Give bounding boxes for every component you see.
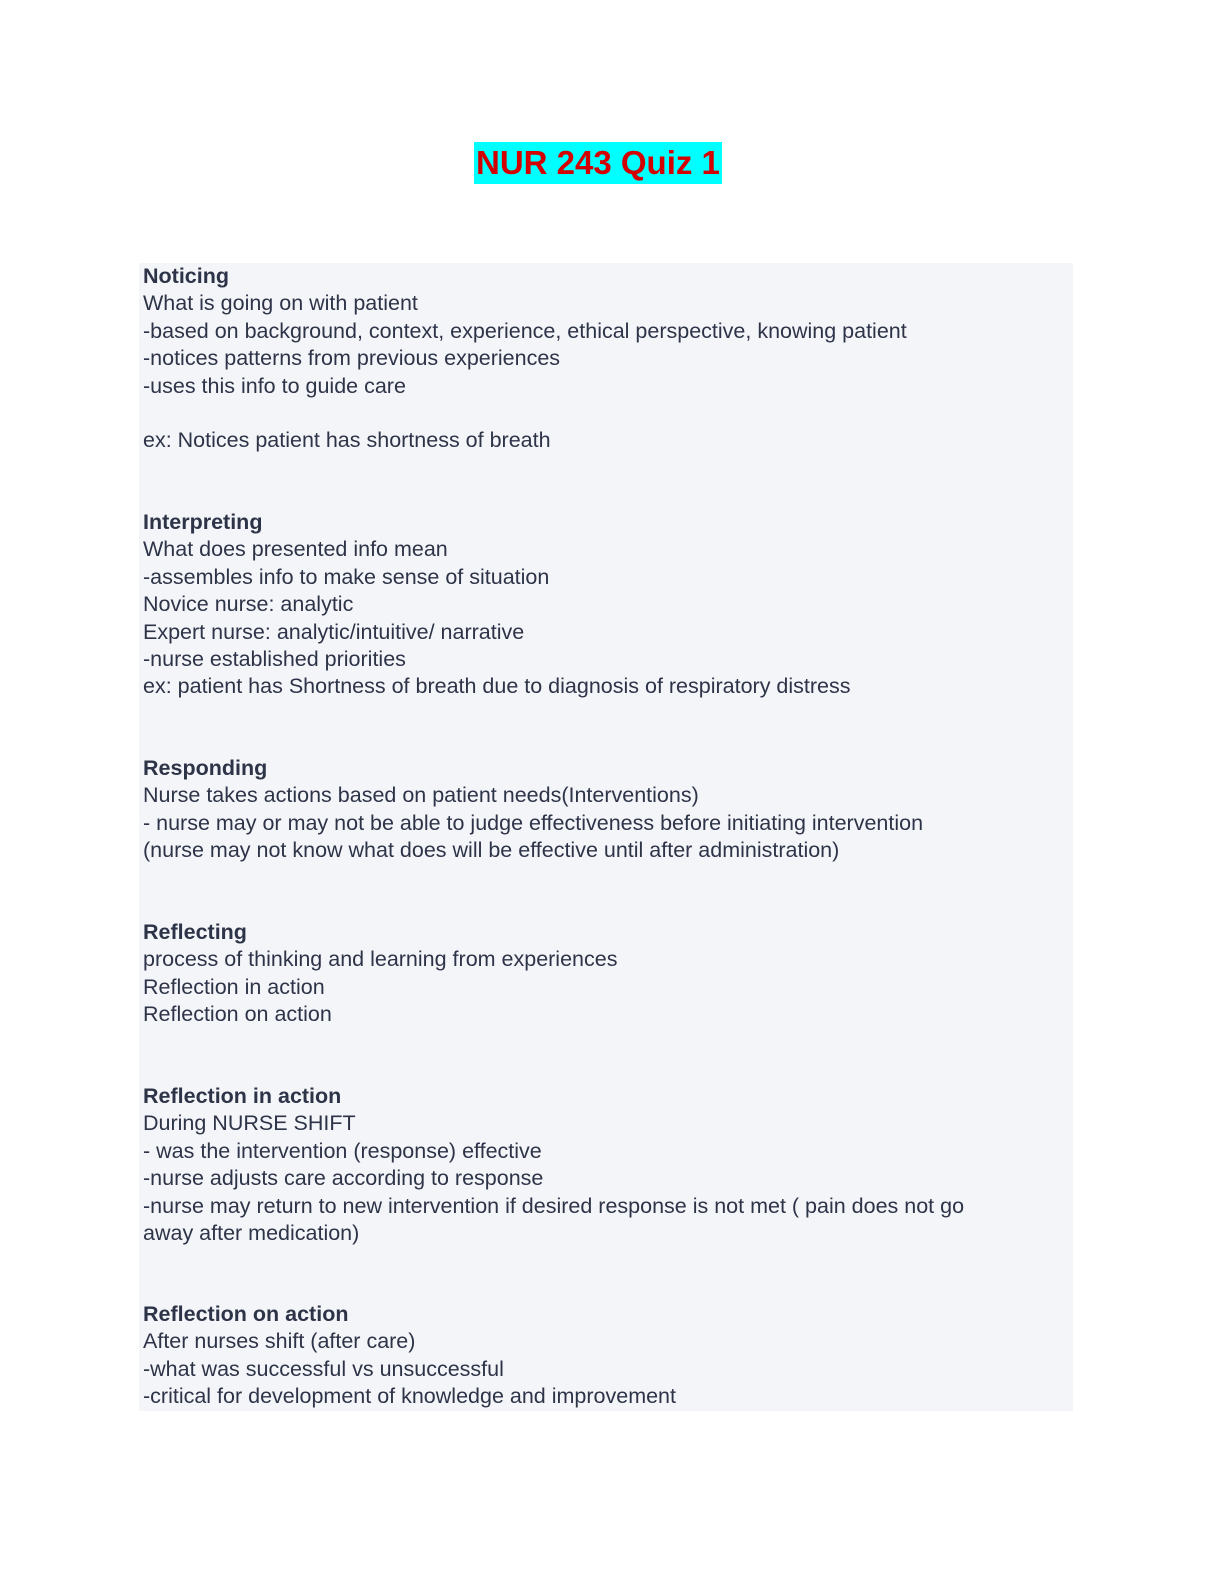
section-line: Novice nurse: analytic xyxy=(143,592,354,617)
section-line: -nurse established priorities xyxy=(143,647,406,672)
page-title: NUR 243 Quiz 1 xyxy=(474,142,722,184)
section-line: After nurses shift (after care) xyxy=(143,1329,416,1354)
section-line: -nurse adjusts care according to response xyxy=(143,1166,544,1191)
section-line: Expert nurse: analytic/intuitive/ narrative xyxy=(143,619,525,644)
section-reflecting xyxy=(143,919,1068,1029)
section-line: During NURSE SHIFT xyxy=(143,1111,356,1136)
section-reflection-on-action xyxy=(143,1301,1068,1411)
section-line: -based on background, context, experience, ethical perspective, knowing patient xyxy=(143,318,907,343)
section-line: What does presented info mean xyxy=(143,537,448,562)
section-line: - was the intervention (response) effective xyxy=(143,1138,542,1163)
section-line: process of thinking and learning from experiences xyxy=(143,947,618,972)
section-line: Reflection in action xyxy=(143,974,325,999)
section-responding xyxy=(143,755,1068,865)
section-line: -notices patterns from previous experiences xyxy=(143,346,561,371)
section-line: -what was successful vs unsuccessful xyxy=(143,1356,504,1381)
section-line: - nurse may or may not be able to judge effectiveness before initiating intervention xyxy=(143,810,924,835)
section-line: Reflection on action xyxy=(143,1002,332,1027)
section-line: -nurse may return to new intervention if desired response is not met ( pain does not go xyxy=(143,1193,965,1218)
section-reflection-in-action xyxy=(143,1083,1068,1247)
section-line: ex: patient has Shortness of breath due to diagnosis of respiratory distress xyxy=(143,674,851,699)
section-noticing xyxy=(143,263,1068,455)
section-line: -critical for development of knowledge and improvement xyxy=(143,1384,676,1409)
section-heading: Reflection in action xyxy=(143,1084,342,1108)
section-heading: Interpreting xyxy=(143,510,263,534)
section-line: (nurse may not know what does will be effective until after administration) xyxy=(143,838,840,863)
section-line: Nurse takes actions based on patient needs(Interventions) xyxy=(143,783,699,808)
section-heading: Responding xyxy=(143,756,268,780)
section-line: away after medication) xyxy=(143,1221,360,1246)
section-line: -uses this info to guide care xyxy=(143,373,406,398)
section-heading: Reflecting xyxy=(143,920,247,944)
section-line: ex: Notices patient has shortness of breath xyxy=(143,428,551,453)
section-line: What is going on with patient xyxy=(143,291,418,316)
section-heading: Noticing xyxy=(143,264,229,288)
section-line: -assembles info to make sense of situation xyxy=(143,564,550,589)
section-heading: Reflection on action xyxy=(143,1302,349,1326)
section-interpreting xyxy=(143,509,1068,701)
blank-line xyxy=(143,400,1068,427)
